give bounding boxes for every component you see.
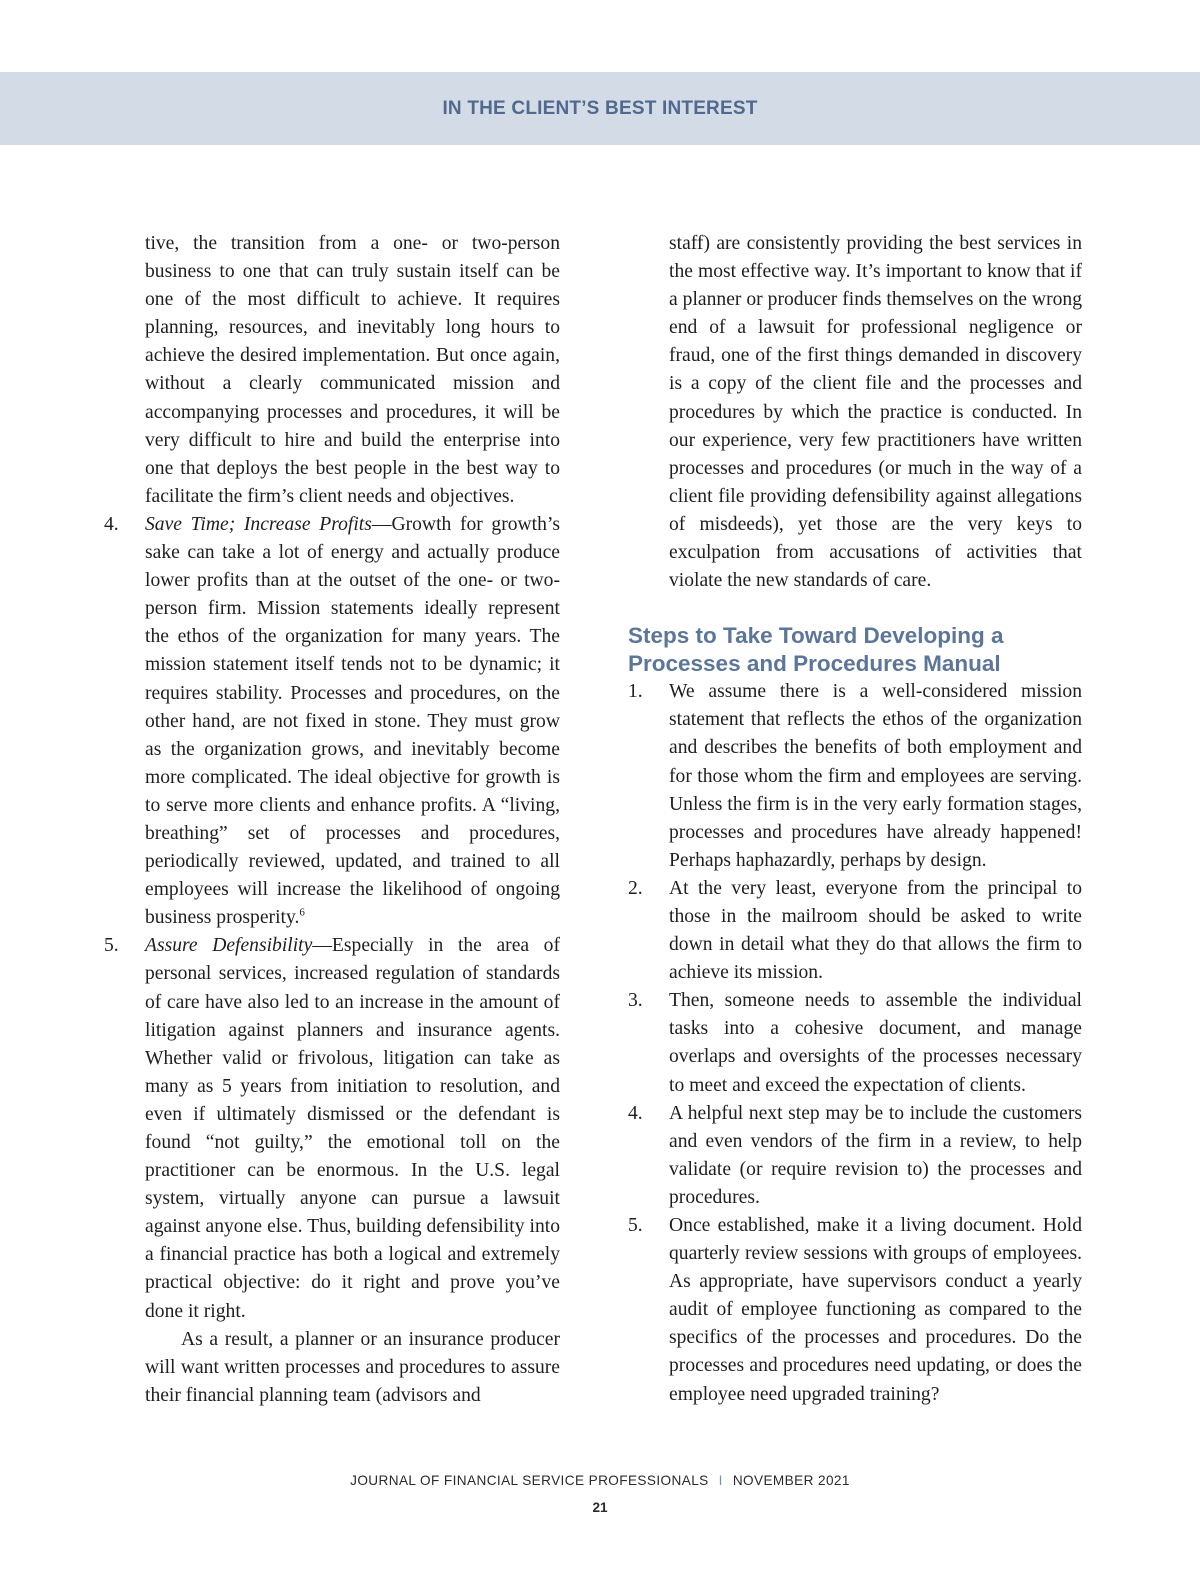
right-column [628,230,1082,1409]
left-column [104,230,560,1410]
step-number: 1. [628,681,643,703]
step-item-3 [628,987,1082,1099]
list-item-4 [104,511,560,932]
section-heading-line-1: Steps to Take Toward Developing a [628,623,1004,649]
list-item-number: 5. [104,935,119,957]
list-item-number: 4. [104,513,119,535]
continued-paragraph: staff) are consistently providing the best services in the most effective way. It’s important to know that if a planner or producer finds themselves on the wrong end of a lawsuit for professional negligence or fraud, one of the first things demanded in discovery is a copy of the client file and the processes and procedures by which the practice is conducted. In our experience, very few practitioners have written processes and procedures (or much in the way of a client file providing defensibility against allegations of misdeeds), yet those are the very keys to exculpation from accusations of activities that violate the new standards of care. [669,233,1082,592]
step-number: 4. [628,1102,643,1124]
issue-date: NOVEMBER 2021 [732,1473,850,1488]
step-number: 5. [628,1215,643,1236]
step-number: 2. [628,877,643,899]
list-item-body [145,932,560,1325]
step-text: We assume there is a well-considered mission statement that reflects the ethos of the organization and describes the benefits of both employment and for those whom the firm and employees are serving. Unless the firm is in the very early formation stages, processes and procedures have already happened! Perhaps haphazardly, perhaps by design. [669,681,1082,871]
step-item-2 [628,875,1082,987]
step-text: Then, someone needs to assemble the individual tasks into a cohesive document, and manage overlaps and oversights of the processes necessary to meet and exceed the expectation of clients. [669,990,1082,1096]
closing-paragraph: As a result, a planner or an insurance producer will want written processes and procedures to assure their financial planning team (advisors and [145,1328,560,1406]
footer-separator: I [718,1473,723,1488]
continued-paragraph: tive, the transition from a one- or two-person business to one that can truly sustain itself can be one of the most difficult to achieve. It requires planning, resources, and inevitably long hours to achieve the desired implementation. But once again, without a clearly communicated mission and accompanying processes and procedures, it will be very difficult to hire and build the enterprise into one that deploys the best people in the best way to facilitate the firm’s client needs and objectives. [145,233,560,507]
step-text: Once established, make it a living document. Hold quarterly review sessions with groups of employees. As appropriate, have supervisors conduct a yearly audit of employee functioning as compared to the specifics of the processes and procedures. Do the processes and procedures need updating, or does the employee need upgraded training? [669,1215,1082,1405]
step-text: A helpful next step may be to include the customers and even vendors of the firm in a review, to help validate (or require revision to) the processes and procedures. [669,1102,1082,1208]
page-footer [0,1473,1200,1488]
running-header-banner [0,72,1200,145]
step-item-1 [628,678,1082,875]
list-item-text: —Growth for growth’s sake can take a lot of energy and actually produce lower profits than at the outset of the one- or two-person firm. Mission statements ideally represent the ethos of the organization for many years. The mission statement itself tends not to be dynamic; it requires stability. Processes and procedures, on the other hand, are not fixed in stone. They must grow as the organization grows, and inevitably become more complicated. The ideal objective for growth is to serve more clients and enhance profits. A “living, breathing” set of processes and procedures, periodically reviewed, updated, and trained to all employees will increase the likelihood of ongoing business prosperity. [145,513,560,929]
list-item-title: Assure Defensibility [145,935,313,957]
section-heading [628,622,1082,678]
list-item-5 [104,932,560,1325]
list-item-text: —Especially in the area of personal services, increased regulation of standards of care have also led to an increase in the amount of litigation against planners and insurance agents. Whether valid or frivolous, litigation can take as many as 5 years from initiation to resolution, and even if ultimately dismissed or the defendant is found “not guilty,” the emotional toll on the practitioner can be enormous. In the U.S. legal system, virtually anyone can pursue a lawsuit against anyone else. Thus, building defensibility into a financial practice has both a logical and extremely practical objective: do it right and prove you’ve done it right. [145,935,560,1322]
page-number: 21 [592,1500,608,1515]
step-item-4 [628,1100,1082,1212]
step-item-5 [628,1212,1082,1409]
section-heading-line-2: Processes and Procedures Manual [628,651,1001,677]
step-number: 3. [628,990,643,1012]
list-item-title: Save Time; Increase Profits [145,513,372,535]
step-text: At the very least, everyone from the principal to those in the mailroom should be asked to write down in detail what they do that allows the firm to achieve its mission. [669,877,1082,984]
list-item-body [145,511,560,932]
journal-name: JOURNAL OF FINANCIAL SERVICE PROFESSIONALS [350,1473,709,1488]
running-header-title: IN THE CLIENT’S BEST INTEREST [442,97,758,119]
footnote-marker: 6 [299,906,305,919]
